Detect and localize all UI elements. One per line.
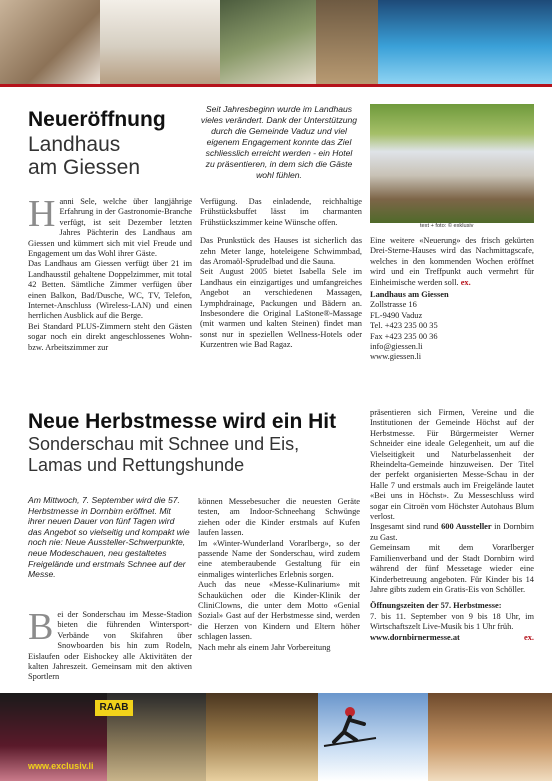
article2-paragraph: präsentieren sich Firmen, Vereine und die Institutionen der Gemeinde Höchst auf der Herbstmesse. Für Bürgermeister Werner Schneider eine ideale Gelegenheit, um auf die Vielseitigkeit und Naturbelassenheit der Rheindelta-Gemeinde hinzuweisen. Der Titel der perfekt organisierten Messe-Schau in der Halle 7 und erstmals auch im Freigelände lautet «Bei uns in Höchst». Zu Messeschluss wird sogar ein Citroën vom Höchster Autohaus Blum verlost. xyxy=(370,408,534,522)
article1-column-2 xyxy=(200,197,362,351)
lounge-photo xyxy=(316,0,378,84)
article1-paragraph: Bei Standard PLUS-Zimmern steht den Gästen sogar noch ein direkt angeschlossenes Wohn- bzw. Arbeitszimmer zur xyxy=(28,321,192,352)
article2-paragraph: Im «Winter-Wunderland Vorarlberg», so der passende Name der Sonderschau, wird zudem eine atemberaubende Gestaltung für ein einmaliges winterliches Erlebnis sorgen. xyxy=(198,538,360,579)
hotel-bedroom-photo xyxy=(0,0,100,84)
article1-paragraph: Seit August 2005 bietet Isabella Sele im Landhaus ein einzigartiges und umfangreiches Angebot an verschiedenen Massagen, Lymphdrainage, Packungen und Bädern an. Insbesondere die Original LaStone®-Massage (mit warmen und kalten Steinen) findet man sonst nur in speziellen Wellness-Hotels oder Kurzentren wie Bad Ragaz. xyxy=(200,267,362,350)
magazine-website: www.exclusiv.li xyxy=(28,761,94,771)
article2-title: Neue Herbstmesse wird ein Hit xyxy=(28,410,337,433)
fashion-show-photo xyxy=(206,693,318,781)
article1-paragraph: anni Sele, welche über langjährige Erfahrung in der Gastronomie-Branche verfügt, ist seit Dezember letzten Jahres Pächterin des Landhaus am Giessen und kümmert sich mit viel Freude und Engagement um das Wohl ihrer Gäste. xyxy=(28,197,192,259)
hotel-exterior-photo xyxy=(370,104,534,223)
skier-icon xyxy=(320,702,380,750)
article2-column-3 xyxy=(370,408,534,643)
header-divider xyxy=(0,84,552,87)
article1-subtitle xyxy=(28,133,198,179)
article2-subtitle-line2: Lamas und Rettungshunde xyxy=(28,455,245,475)
article2-column-2 xyxy=(198,497,360,653)
article1-paragraph: Das Landhaus am Giessen verfügt über 21 im Landhausstil gehaltene Doppelzimmer, mit total 42 Betten. Sämtliche Zimmer verfügen über einen Balkon, Bad/Dusche, WC, TV, Telefon, Internet-Anschluss (Wireless-LAN) und einen herrlichen Ausblick auf die Berge. xyxy=(28,259,192,321)
contact-city: FL-9490 Vaduz xyxy=(370,310,423,320)
article2-paragraph: können Messebesucher die neuesten Geräte testen, am Indoor-Schneehang Schwünge ziehen oder die Kinder erstmals auf Kufen laufen lassen. xyxy=(198,497,360,538)
swimming-pool-photo xyxy=(378,0,552,84)
contact-web-link[interactable]: www.giessen.li xyxy=(370,352,422,362)
article1-paragraph: Das Prunkstück des Hauses ist sicherlich das zehn Meter lange, hoteleigene Schwimmbad, das Aromaöl-Sprudelbad und die Sauna. xyxy=(200,236,362,267)
article1-paragraph: Verfügung. Das einladende, reichhaltige Frühstücksbuffet lässt im charmanten Frühstückszimmer keine Wünsche offen. xyxy=(200,197,362,227)
contact-phone: Tel. +423 235 00 35 xyxy=(370,321,438,331)
clowns-photo xyxy=(428,693,552,781)
article1-title: Neueröffnung xyxy=(28,108,166,131)
drop-cap: H xyxy=(28,193,56,235)
text-run: Insgesamt sind rund xyxy=(370,522,442,532)
contact-street: Zollstrasse 16 xyxy=(370,300,417,310)
top-photo-strip xyxy=(0,0,552,84)
article1-intro: Seit Jahresbeginn wurde im Landhaus vieles verändert. Dank der Unterstützung durch die Gemeinde Vaduz und viel eigenem Engagement konnte das Ziel schliesslich erreicht werden - ein Hotel zu präsentieren, in dem sich die Gäste wohl fühlen. xyxy=(200,104,358,180)
contact-email-link[interactable]: info@giessen.li xyxy=(370,342,423,352)
messe-web-link[interactable]: www.dornbirnermesse.at xyxy=(370,632,460,642)
dining-room-photo xyxy=(220,0,316,84)
article2-paragraph: Nach mehr als einem Jahr Vorbereitung xyxy=(198,642,331,652)
article2-paragraph: Auch das neue «Messe-Kulinarium» mit Schauküchen oder die Kinder-Klinik der CliniClowns, die unter dem Motto «Genial Sozial» Gast auf der Herbstmesse sind, werden die Herzen von Kindern und Eltern höher schlagen lassen. xyxy=(198,580,360,642)
photo-credit: text + foto: © exklusiv xyxy=(420,223,474,229)
opening-hours-title: Öffnungszeiten der 57. Herbstmesse: xyxy=(370,601,502,611)
article1-subtitle-line2: am Giessen xyxy=(28,156,141,179)
breakfast-room-photo xyxy=(100,0,220,84)
article2-intro: Am Mittwoch, 7. September wird die 57. Herbstmesse in Dornbirn eröffnet. Mit ihrer neuen Dauer von fünf Tagen wird das Angebot so vielseitig und kompakt wie noch nie: Neue Aussteller-Schwerpunkte, neue Modeschauen, neu gestaltetes Freigelände und erstmals Schnee auf der Messe. xyxy=(28,495,190,580)
contact-fax: Fax +423 235 00 36 xyxy=(370,331,438,341)
article2-column-1 xyxy=(28,606,192,683)
raab-sign: RAAB xyxy=(95,700,133,716)
article2-subtitle-line1: Sonderschau mit Schnee und Eis, xyxy=(28,434,300,454)
exhibitor-count: 600 Aussteller xyxy=(441,522,492,532)
article1-column-3 xyxy=(370,236,534,363)
article2-subtitle xyxy=(28,434,344,476)
article1-paragraph: Eine weitere «Neuerung» des frisch gekürten Drei-Sterne-Hauses wird das Nachmittagscafe, welches in den kommenden Wochen eröffnet wird und ein Treffpunkt auch vermehrt für Einheimische werden soll. xyxy=(370,236,534,287)
contact-name: Landhaus am Giessen xyxy=(370,290,449,300)
article1-subtitle-line1: Landhaus xyxy=(28,133,121,156)
opening-hours: 7. bis 11. September von 9 bis 18 Uhr, im Wirtschaftszelt Live-Musik bis 1 Uhr früh. xyxy=(370,611,534,632)
article2-paragraph: Gemeinsam mit dem Vorarlberger Familienverband und der Stadt Dornbirn wird während der fünf Messetage wieder eine Kinderbetreuung angeboten. Für Kinder bis 14 Jahre gibts zudem ein Gratis-Eis von Schöller. xyxy=(370,543,534,594)
text-run: in Dornbirn zu Gast. xyxy=(370,522,534,542)
article1-column-1 xyxy=(28,193,192,353)
author-sign: ex. xyxy=(524,632,534,642)
drop-cap: B xyxy=(28,606,54,648)
author-sign: ex. xyxy=(460,277,471,287)
article2-paragraph: ei der Sonderschau im Messe-Stadion bieten die führenden Wintersport-Verbände von Skifahren über Snowboarden bis hin zum Rodeln, Eislaufen oder Eishockey alle Aktivitäten der kalten Jahreszeit. Gemeinsam mit den aktiven Sportlern xyxy=(28,610,192,682)
